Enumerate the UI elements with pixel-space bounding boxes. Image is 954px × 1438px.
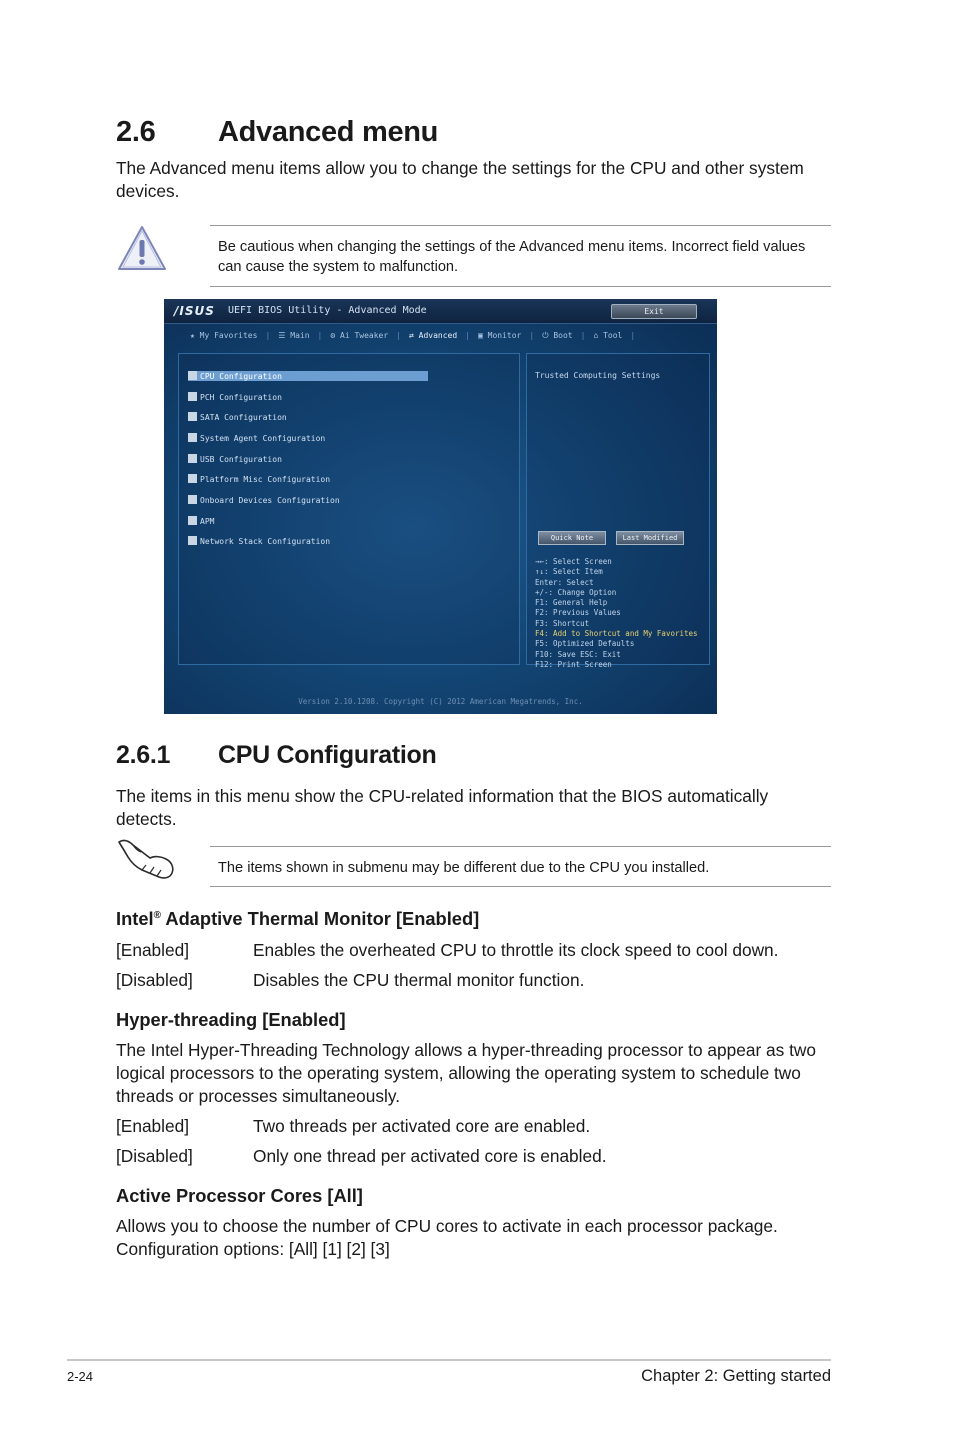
setting-hyperthreading-title: Hyper-threading [Enabled] xyxy=(116,1009,346,1030)
bios-tab-ai-tweaker[interactable]: ⚙ Ai Tweaker xyxy=(330,331,389,340)
option-value: Enables the overheated CPU to throttle its clock speed to cool down. xyxy=(253,940,779,960)
key-hint: F2: Previous Values xyxy=(535,608,621,618)
note-text: The items shown in submenu may be different due to the CPU you installed. xyxy=(218,860,710,876)
option-key: [Disabled] xyxy=(116,970,193,990)
key-hint: Enter: Select xyxy=(535,577,594,587)
option-key: [Disabled] xyxy=(116,1146,193,1166)
caution-text: Be cautious when changing the settings of the Advanced menu items. Incorrect field values can cause the system to malfunction. xyxy=(218,239,806,275)
warning-icon xyxy=(116,224,168,272)
bios-item-cpu-configuration[interactable]: CPU Configuration xyxy=(188,371,428,381)
page-number: 2-24 xyxy=(67,1369,94,1384)
bios-version-footer: Version 2.10.1208. Copyright (C) 2012 American Megatrends, Inc. xyxy=(298,697,583,706)
chapter-label: Chapter 2: Getting started xyxy=(641,1367,831,1385)
subsection-heading xyxy=(116,741,436,770)
key-hint: F1: General Help xyxy=(535,598,608,608)
quick-note-button[interactable]: Quick Note xyxy=(538,531,606,545)
key-hint: F3: Shortcut xyxy=(535,618,590,628)
bios-item-system-agent-configuration[interactable]: System Agent Configuration xyxy=(188,433,325,443)
bios-key-legend xyxy=(535,557,698,670)
key-hint: →←: Select Screen xyxy=(535,557,612,566)
option-value: Two threads per activated core are enabled. xyxy=(253,1116,591,1136)
bios-tab-boot[interactable]: ⏻ Boot xyxy=(542,331,573,340)
section-heading xyxy=(116,116,438,149)
setting-thermal-monitor-title: Intel® Adaptive Thermal Monitor [Enabled] xyxy=(116,908,480,929)
bios-item-network-stack-configuration[interactable]: Network Stack Configuration xyxy=(188,536,330,546)
asus-logo: /ISUS xyxy=(174,304,215,318)
section-title: Advanced menu xyxy=(218,116,439,148)
subsection-title: CPU Configuration xyxy=(218,741,437,769)
caution-top-rule xyxy=(210,225,831,226)
note-top-rule xyxy=(210,846,831,847)
bios-item-onboard-devices-configuration[interactable]: Onboard Devices Configuration xyxy=(188,495,340,505)
last-modified-button[interactable]: Last Modified xyxy=(616,531,684,545)
bios-title: UEFI BIOS Utility - Advanced Mode xyxy=(228,305,427,316)
bios-tab-favorites[interactable]: ★ My Favorites xyxy=(190,331,258,340)
key-hint: F12: Print Screen xyxy=(535,659,612,669)
bios-tab-tool[interactable]: ⌂ Tool xyxy=(593,331,623,340)
bios-exit-button[interactable]: Exit xyxy=(611,304,697,319)
bios-item-description: Trusted Computing Settings xyxy=(535,371,661,380)
note-bottom-rule xyxy=(210,886,831,887)
setting-active-cores-description: Allows you to choose the number of CPU cores to activate in each processor package. Configuration options: [All] [1] [2] [3] xyxy=(116,1216,778,1259)
key-hint: F10: Save ESC: Exit xyxy=(535,649,621,659)
bios-item-platform-misc-configuration[interactable]: Platform Misc Configuration xyxy=(188,474,330,484)
setting-active-cores-title: Active Processor Cores [All] xyxy=(116,1185,363,1206)
bios-item-pch-configuration[interactable]: PCH Configuration xyxy=(188,392,282,402)
bios-help-buttons xyxy=(538,531,684,545)
option-value: Only one thread per activated core is enabled. xyxy=(253,1146,607,1166)
section-number: 2.6 xyxy=(116,116,156,148)
hand-note-icon xyxy=(116,836,178,882)
bios-tab-monitor[interactable]: ▣ Monitor xyxy=(478,331,522,340)
bios-screenshot xyxy=(164,299,717,714)
key-hint: F4: Add to Shortcut and My Favorites xyxy=(535,629,698,639)
bios-nav: ★ My Favorites | ☰ Main | ⚙ Ai Tweaker | ⇄ Advanced | ▣ Monitor | ⏻ Boot | ⌂ Tool | xyxy=(190,331,635,343)
key-hint: +/-: Change Option xyxy=(535,587,617,597)
section-intro: The Advanced menu items allow you to change the settings for the CPU and other system devices. xyxy=(116,158,804,201)
bios-item-usb-configuration[interactable]: USB Configuration xyxy=(188,454,282,464)
bios-tab-main[interactable]: ☰ Main xyxy=(278,331,310,340)
setting-hyperthreading-description: The Intel Hyper-Threading Technology allows a hyper-threading processor to appear as two logical processors to the operating system, allowing the operating system to schedule two threads or processes simultaneously. xyxy=(116,1040,816,1106)
footer-rule xyxy=(67,1359,831,1361)
subsection-intro: The items in this menu show the CPU-related information that the BIOS automatically detects. xyxy=(116,786,769,829)
option-key: [Enabled] xyxy=(116,940,190,960)
bios-title-bar xyxy=(164,299,717,324)
option-value: Disables the CPU thermal monitor function. xyxy=(253,970,585,990)
key-hint: ↑↓: Select Item xyxy=(535,567,603,577)
caution-bottom-rule xyxy=(210,286,831,287)
key-hint: F5: Optimized Defaults xyxy=(535,639,635,649)
subsection-number: 2.6.1 xyxy=(116,741,171,769)
bios-item-apm[interactable]: APM xyxy=(188,516,214,526)
bios-tab-advanced[interactable]: ⇄ Advanced xyxy=(409,331,458,340)
bios-item-sata-configuration[interactable]: SATA Configuration xyxy=(188,412,287,422)
option-key: [Enabled] xyxy=(116,1116,190,1136)
